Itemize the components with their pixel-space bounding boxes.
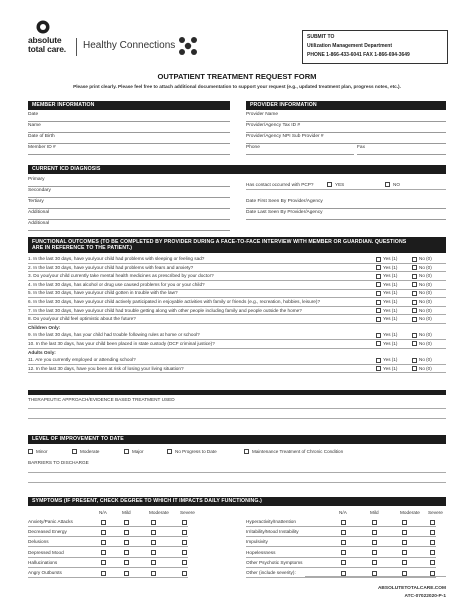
question-divider <box>28 348 446 349</box>
severity-checkbox[interactable] <box>372 520 377 525</box>
functional-question: 12. In the last 30 days, have you been at risk of losing your living situation? <box>28 365 184 371</box>
improvement-minor-checkbox[interactable] <box>28 449 33 454</box>
pcp-question: Has contact occurred with PCP? <box>246 182 314 187</box>
severity-checkbox[interactable] <box>402 550 407 555</box>
severity-checkbox[interactable] <box>341 540 346 545</box>
severity-checkbox[interactable] <box>372 540 377 545</box>
right-symptom-divider <box>246 577 436 578</box>
no-label: No (0) <box>419 264 432 270</box>
submit-title: SUBMIT TO <box>307 34 335 40</box>
functional-header-line1: FUNCTIONAL OUTCOMES (TO BE COMPLETED BY PROVIDER DURING A FACE-TO-FACE INTERVIEW WITH MEMBER OR GUARDIAN. QUESTIONS <box>32 239 407 245</box>
left-col-header: Moderate <box>149 510 169 515</box>
left-symptom-label: Hallucinations <box>28 559 58 565</box>
yes-label: Yes (1) <box>383 316 398 322</box>
footer-code: ATC-07022020-P-1 <box>404 594 446 599</box>
left-symptom-label: Anxiety/Panic Attacks <box>28 519 73 524</box>
icd-tertiary-field[interactable]: Tertiary <box>28 198 230 209</box>
severity-checkbox[interactable] <box>124 571 129 576</box>
pcp-yes-label: YES <box>335 182 345 187</box>
severity-checkbox[interactable] <box>101 520 106 525</box>
severity-checkbox[interactable] <box>182 550 187 555</box>
first-seen-field[interactable]: Date First Seen By Provider/Agency <box>246 198 446 209</box>
instructions: Please print clearly. Please feel free to attach additional documentation to support your request (e.g., updated treatment plan, progress notes, etc.). <box>73 84 401 89</box>
no-checkbox[interactable] <box>412 333 417 338</box>
improvement-maintenance-label: Maintenance Treatment of Chronic Condition <box>252 449 344 454</box>
no-checkbox[interactable] <box>412 300 417 305</box>
no-label: No (0) <box>419 273 432 279</box>
yes-checkbox[interactable] <box>376 333 381 338</box>
no-checkbox[interactable] <box>412 291 417 296</box>
severity-checkbox[interactable] <box>124 560 129 565</box>
right-symptom-label: Hopelessness <box>246 549 276 555</box>
yes-checkbox[interactable] <box>376 282 381 287</box>
therapeutic-bar <box>28 390 446 395</box>
icd-additional-field-1[interactable]: Additional <box>28 209 230 220</box>
no-label: No (0) <box>419 256 432 261</box>
provider-fax-field[interactable]: Fax <box>357 144 446 155</box>
improvement-major-label: Major <box>132 449 144 454</box>
functional-question: 1. In the last 30 days, have you/your child had problems with sleeping or feeling sad? <box>28 256 205 261</box>
brand-name: Healthy Connections <box>83 40 176 51</box>
barriers-label: BARRIERS TO DISCHARGE <box>28 460 89 465</box>
left-symptom-label: Decreased Energy <box>28 529 67 535</box>
severity-checkbox[interactable] <box>124 520 129 525</box>
severity-checkbox[interactable] <box>402 560 407 565</box>
severity-checkbox[interactable] <box>402 540 407 545</box>
form-title: OUTPATIENT TREATMENT REQUEST FORM <box>157 72 317 81</box>
question-divider <box>28 323 446 324</box>
left-symptom-divider <box>28 536 188 537</box>
severity-checkbox[interactable] <box>341 530 346 535</box>
left-symptom-label: Angry Outbursts <box>28 570 62 575</box>
right-symptom-divider <box>246 546 436 547</box>
yes-label: Yes (1) <box>383 307 398 313</box>
icd-secondary-field[interactable]: Secondary <box>28 187 230 198</box>
severity-checkbox[interactable] <box>182 520 187 525</box>
right-col-header: N/A <box>339 510 347 515</box>
member-id-field[interactable]: Member ID # <box>28 144 230 155</box>
severity-checkbox[interactable] <box>430 560 435 565</box>
pcp-yes-checkbox[interactable] <box>327 182 332 187</box>
submit-contact: PHONE 1-866-433-6041 FAX 1-866-694-3649 <box>307 52 410 58</box>
right-symptom-divider <box>246 526 436 527</box>
no-label: No (0) <box>419 316 432 322</box>
yes-label: Yes (1) <box>383 340 398 346</box>
functional-question: 8. Do you/your child feel optimistic about the future? <box>28 316 136 322</box>
functional-header-line2: ARE IN REFERENCE TO THE PATIENT.) <box>32 245 133 251</box>
severity-checkbox[interactable] <box>101 560 106 565</box>
no-checkbox[interactable] <box>412 366 417 371</box>
no-checkbox[interactable] <box>412 317 417 322</box>
submit-dept: Utilization Management Department <box>307 43 393 49</box>
severity-checkbox[interactable] <box>372 530 377 535</box>
functional-header <box>28 237 446 253</box>
yes-checkbox[interactable] <box>376 265 381 270</box>
provider-name-field[interactable]: Provider Name <box>246 111 446 122</box>
improvement-minor-label: Minor <box>36 449 48 454</box>
severity-checkbox[interactable] <box>341 560 346 565</box>
right-col-header: Moderate <box>400 510 420 515</box>
yes-label: Yes (1) <box>383 299 398 304</box>
icd-additional-field-2[interactable]: Additional <box>28 220 230 231</box>
improvement-header: LEVEL OF IMPROVEMENT TO DATE <box>28 435 446 444</box>
yes-label: Yes (1) <box>383 357 398 362</box>
logo-mark-icon <box>36 20 50 34</box>
yes-label: Yes (1) <box>383 256 398 261</box>
severity-checkbox[interactable] <box>341 520 346 525</box>
right-symptom-divider <box>246 567 436 568</box>
severity-checkbox[interactable] <box>182 540 187 545</box>
submit-box <box>302 30 448 64</box>
logo <box>28 20 88 56</box>
provider-phone-field[interactable]: Phone <box>246 144 354 155</box>
no-checkbox[interactable] <box>412 308 417 313</box>
yes-checkbox[interactable] <box>376 341 381 346</box>
severity-checkbox[interactable] <box>124 530 129 535</box>
right-symptom-divider <box>246 536 436 537</box>
improvement-moderate-label: Moderate <box>80 449 100 454</box>
left-col-header: Mild <box>122 510 131 515</box>
yes-label: Yes (1) <box>383 273 398 279</box>
no-label: No (0) <box>419 340 432 346</box>
severity-checkbox[interactable] <box>101 550 106 555</box>
icd-primary-field[interactable]: Primary <box>28 176 230 187</box>
functional-question: 10. In the last 30 days, has your child been placed in state custody (DCF criminal justice)? <box>28 340 215 346</box>
improvement-noprogress-label: No Progress to Date <box>175 449 217 454</box>
member-dob-field[interactable]: Date of Birth <box>28 133 230 144</box>
therapeutic-line-1[interactable] <box>28 408 446 409</box>
pcp-line <box>246 189 446 190</box>
severity-checkbox[interactable] <box>341 571 346 576</box>
logo-line1: absolute <box>28 35 62 45</box>
yes-label: Yes (1) <box>383 365 398 371</box>
no-label: No (0) <box>419 332 432 338</box>
severity-checkbox[interactable] <box>372 571 377 576</box>
functional-question: 9. In the last 30 days, has your child had trouble following rules at home or school? <box>28 332 200 338</box>
left-col-header: N/A <box>99 510 107 515</box>
no-checkbox[interactable] <box>412 358 417 363</box>
no-label: No (0) <box>419 307 432 313</box>
member-date-field[interactable]: Date <box>28 111 230 122</box>
children-only-label: Children Only: <box>28 324 61 330</box>
last-seen-field[interactable]: Date Last Seen By Provider/Agency <box>246 209 446 220</box>
yes-checkbox[interactable] <box>376 291 381 296</box>
provider-header: PROVIDER INFORMATION <box>246 101 446 110</box>
severity-checkbox[interactable] <box>151 540 156 545</box>
icd-header: CURRENT ICD DIAGNOSIS <box>28 165 446 174</box>
severity-checkbox[interactable] <box>341 550 346 555</box>
yes-checkbox[interactable] <box>376 358 381 363</box>
no-label: No (0) <box>419 299 432 304</box>
left-symptom-divider <box>28 526 188 527</box>
severity-checkbox[interactable] <box>151 571 156 576</box>
functional-question: 2. In the last 30 days, have you/your child had problems with fears and anxiety? <box>28 264 194 270</box>
severity-checkbox[interactable] <box>182 530 187 535</box>
therapeutic-line-2[interactable] <box>28 418 446 419</box>
yes-label: Yes (1) <box>383 332 398 338</box>
severity-checkbox[interactable] <box>430 550 435 555</box>
adults-only-label: Adults Only: <box>28 349 56 355</box>
no-checkbox[interactable] <box>412 341 417 346</box>
brand-x-icon <box>178 36 198 56</box>
provider-npi-field[interactable]: Provider/Agency NPI Sub Provider # <box>246 133 446 144</box>
yes-checkbox[interactable] <box>376 257 381 262</box>
pcp-no-label: NO <box>393 182 400 187</box>
right-symptom-label: Hyperactivity/Inattention <box>246 519 297 524</box>
severity-checkbox[interactable] <box>182 560 187 565</box>
severity-checkbox[interactable] <box>101 571 106 576</box>
no-label: No (0) <box>419 357 432 362</box>
severity-checkbox[interactable] <box>151 560 156 565</box>
functional-question: 4. In the last 30 days, has alcohol or drug use caused problems for you or your child? <box>28 281 205 287</box>
left-symptom-divider <box>28 546 188 547</box>
right-symptom-label: Irritability/Mood Instability <box>246 529 299 535</box>
yes-checkbox[interactable] <box>376 317 381 322</box>
severity-checkbox[interactable] <box>430 520 435 525</box>
left-symptom-divider <box>28 557 188 558</box>
member-name-field[interactable]: Name <box>28 122 230 133</box>
provider-taxid-field[interactable]: Provider/Agency Tax ID # <box>246 122 446 133</box>
severity-checkbox[interactable] <box>151 550 156 555</box>
no-checkbox[interactable] <box>412 282 417 287</box>
right-col-header: Mild <box>370 510 379 515</box>
right-symptom-label: Impulsivity <box>246 539 268 545</box>
functional-question: 6. In the last 30 days, have you/your child actively participated in enjoyable activities with family or friends (e.g., recreation, hobbies, leisure)? <box>28 299 321 304</box>
left-symptom-label: Delusions <box>28 539 49 545</box>
severity-checkbox[interactable] <box>402 530 407 535</box>
no-label: No (0) <box>419 290 432 296</box>
yes-label: Yes (1) <box>383 264 398 270</box>
logo-line2: total care. <box>28 44 66 54</box>
severity-checkbox[interactable] <box>151 520 156 525</box>
severity-checkbox[interactable] <box>402 520 407 525</box>
severity-checkbox[interactable] <box>372 560 377 565</box>
improvement-noprogress-checkbox[interactable] <box>167 449 172 454</box>
severity-checkbox[interactable] <box>402 571 407 576</box>
severity-checkbox[interactable] <box>101 530 106 535</box>
yes-checkbox[interactable] <box>376 274 381 279</box>
functional-question: 5. In the last 30 days, have you/your child gotten in trouble with the law? <box>28 290 178 296</box>
barriers-line-2[interactable] <box>28 482 446 483</box>
severity-checkbox[interactable] <box>101 540 106 545</box>
symptoms-header: SYMPTOMS (IF PRESENT, CHECK DEGREE TO WHICH IT IMPACTS DAILY FUNCTIONING.) <box>28 497 446 506</box>
member-header: MEMBER INFORMATION <box>28 101 230 110</box>
no-checkbox[interactable] <box>412 257 417 262</box>
pcp-no-checkbox[interactable] <box>385 182 390 187</box>
severity-checkbox[interactable] <box>430 571 435 576</box>
right-col-header: Severe <box>428 510 443 515</box>
improvement-major-checkbox[interactable] <box>124 449 129 454</box>
left-symptom-divider <box>28 577 188 578</box>
yes-label: Yes (1) <box>383 290 398 296</box>
functional-question: 11. Are you currently employed or attending school? <box>28 357 136 362</box>
severity-checkbox[interactable] <box>151 530 156 535</box>
left-col-header: Severe <box>180 510 195 515</box>
improvement-maintenance-checkbox[interactable] <box>244 449 249 454</box>
severity-checkbox[interactable] <box>124 550 129 555</box>
no-label: No (0) <box>419 281 432 287</box>
left-symptom-label: Depressed Mood <box>28 549 64 555</box>
severity-checkbox[interactable] <box>430 540 435 545</box>
no-label: No (0) <box>419 365 432 371</box>
severity-checkbox[interactable] <box>124 540 129 545</box>
yes-checkbox[interactable] <box>376 308 381 313</box>
right-symptom-divider <box>246 557 436 558</box>
left-symptom-divider <box>28 567 188 568</box>
yes-checkbox[interactable] <box>376 300 381 305</box>
yes-checkbox[interactable] <box>376 366 381 371</box>
right-symptom-label: Other (include severity): <box>246 570 296 575</box>
question-divider <box>28 372 446 373</box>
right-symptom-label: Other Psychotic Symptoms <box>246 559 303 565</box>
footer-site: ABSOLUTETOTALCARE.COM <box>377 586 446 591</box>
barriers-line-1[interactable] <box>28 472 446 473</box>
other-severity-input[interactable] <box>305 576 446 577</box>
improvement-moderate-checkbox[interactable] <box>72 449 77 454</box>
severity-checkbox[interactable] <box>372 550 377 555</box>
no-checkbox[interactable] <box>412 274 417 279</box>
functional-question: 7. In the last 30 days, have you/your child had trouble getting along with other people including family and people outside the home? <box>28 307 302 313</box>
no-checkbox[interactable] <box>412 265 417 270</box>
yes-label: Yes (1) <box>383 281 398 287</box>
logo-divider <box>76 38 77 56</box>
severity-checkbox[interactable] <box>182 571 187 576</box>
therapeutic-label: THERAPEUTIC APPROACH/EVIDENCE BASED TREATMENT USED <box>28 397 175 402</box>
severity-checkbox[interactable] <box>430 530 435 535</box>
functional-question: 3. Do you/your child currently take mental health medicines as prescribed by your doctor? <box>28 273 214 279</box>
